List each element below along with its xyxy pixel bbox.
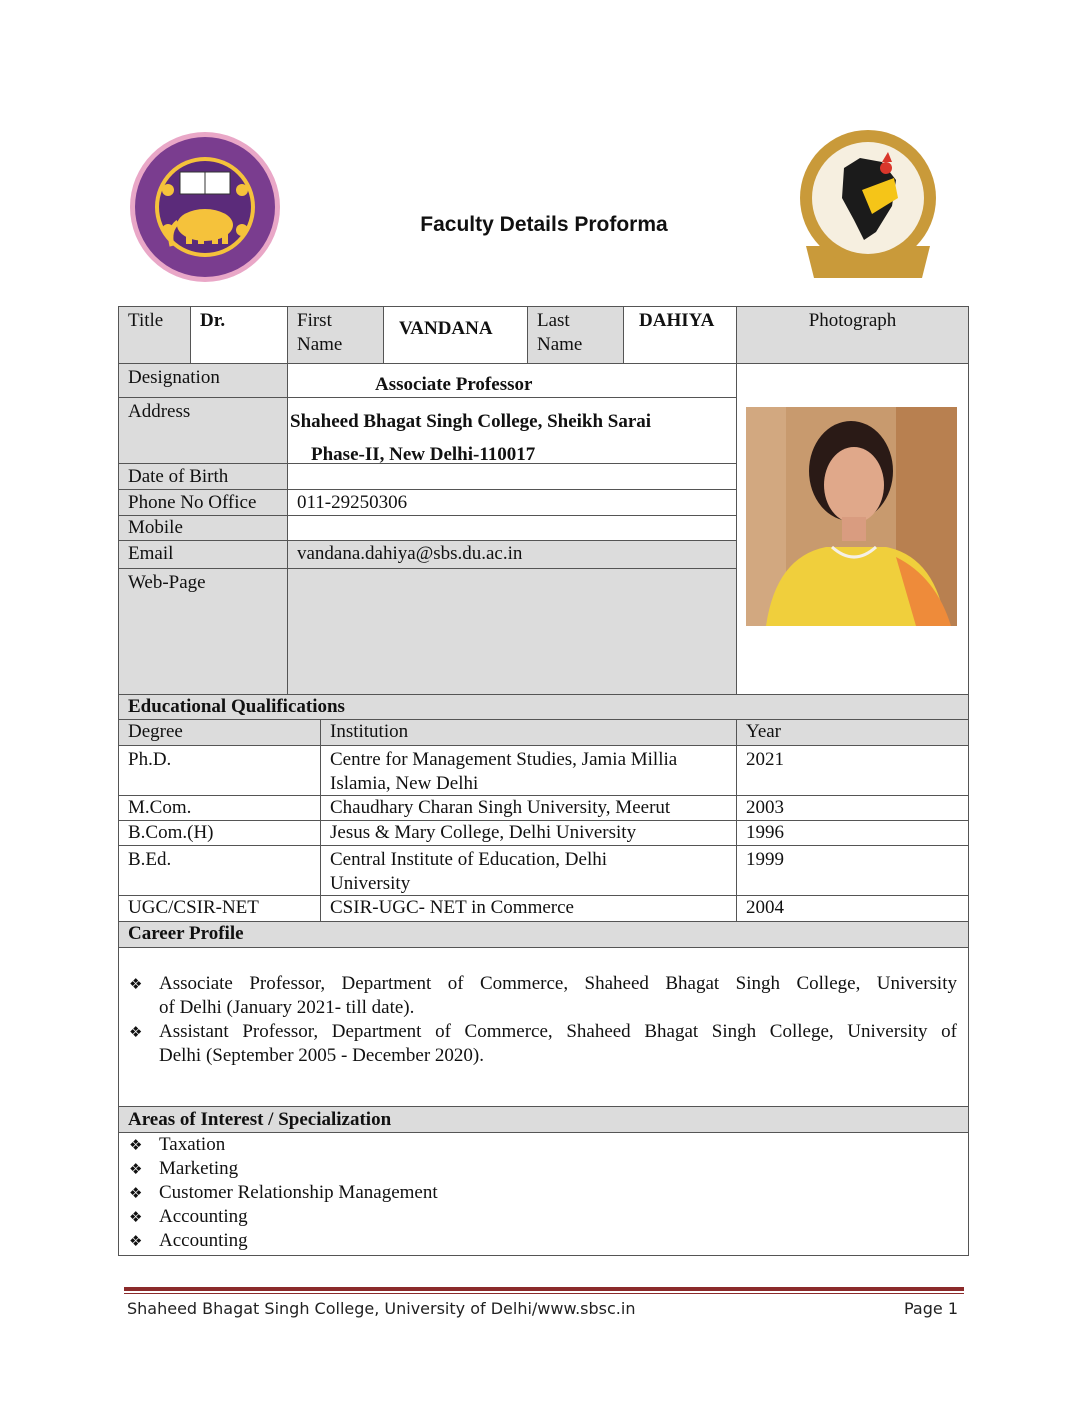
- dob-label-cell: [118, 463, 288, 490]
- institution-header-text: Institution: [330, 721, 409, 742]
- photograph-label: Photograph: [808, 310, 897, 331]
- dob-label: Date of Birth: [128, 466, 229, 487]
- career-item-line: of Delhi (January 2021- till date).: [159, 997, 415, 1018]
- bullet-icon: ❖: [129, 1184, 143, 1202]
- designation-value-cell: [287, 363, 737, 398]
- designation-label-cell: [118, 363, 288, 398]
- institution-line: Central Institute of Education, Delhi: [330, 849, 608, 870]
- table-row: [118, 820, 321, 846]
- degree-cell: UGC/CSIR-NET: [128, 897, 259, 918]
- career-item-line: Delhi (September 2005 - December 2020).: [159, 1045, 485, 1066]
- phone-value: 011-29250306: [297, 492, 408, 513]
- year-cell: [736, 845, 969, 896]
- last-name-label: Last Name: [537, 310, 583, 355]
- email-value-cell: [287, 540, 737, 569]
- table-row: [118, 845, 321, 896]
- institution-cell: [320, 745, 737, 796]
- bullet-icon: ❖: [129, 1208, 143, 1226]
- bullet-icon: ❖: [129, 1023, 143, 1041]
- interests-heading: [118, 1106, 969, 1133]
- career-body: [118, 947, 969, 1107]
- list-item: [129, 1205, 958, 1229]
- footer-rule: [124, 1287, 964, 1291]
- footer-left-text: Shaheed Bhagat Singh College, University of Delhi/www.sbsc.in: [127, 1299, 636, 1318]
- first-name-value-cell: [383, 306, 528, 364]
- phone-value-cell: [287, 489, 737, 516]
- interest-text: Accounting: [159, 1206, 248, 1227]
- sbsc-college-logo: [798, 128, 938, 284]
- address-line-1: Shaheed Bhagat Singh College, Sheikh Sarai: [290, 411, 652, 432]
- email-label-cell: [118, 540, 288, 569]
- institution-line: University: [330, 873, 411, 894]
- address-label-cell: [118, 397, 288, 464]
- list-item: [129, 972, 958, 1020]
- career-heading-text: Career Profile: [128, 923, 244, 944]
- year-value: 2003: [746, 797, 784, 818]
- year-value: 2004: [746, 897, 784, 918]
- institution-cell: [320, 845, 737, 896]
- interests-heading-text: Areas of Interest / Specialization: [128, 1109, 392, 1130]
- page-title: Faculty Details Proforma: [420, 213, 668, 236]
- institution-line: Centre for Management Studies, Jamia Millia: [330, 749, 678, 770]
- last-name-value-cell: [623, 306, 737, 364]
- title-value-cell: [190, 306, 288, 364]
- webpage-label-cell: [118, 568, 288, 695]
- first-name-label: First Name: [297, 310, 343, 355]
- list-item: [129, 1157, 958, 1181]
- degree-cell: M.Com.: [128, 797, 192, 818]
- year-value: 1999: [746, 849, 784, 870]
- webpage-label: Web-Page: [128, 572, 206, 593]
- year-cell: [736, 795, 969, 821]
- year-cell: [736, 745, 969, 796]
- institution-cell: [320, 795, 737, 821]
- degree-cell: B.Ed.: [128, 849, 172, 870]
- table-row: [118, 795, 321, 821]
- year-value: 2021: [746, 749, 784, 770]
- designation-value: Associate Professor: [375, 374, 533, 395]
- designation-label: Designation: [128, 367, 220, 388]
- degree-cell: B.Com.(H): [128, 822, 214, 843]
- address-label: Address: [128, 401, 191, 422]
- interest-text: Taxation: [159, 1134, 226, 1155]
- mobile-value-cell: [287, 515, 737, 541]
- career-item-line: Assistant Professor, Department of Commerce, Shaheed Bhagat Singh College, University of: [159, 1021, 957, 1042]
- institution-column-header: [320, 719, 737, 746]
- list-item: [129, 1133, 958, 1157]
- institution-cell: [320, 895, 737, 922]
- bullet-icon: ❖: [129, 1136, 143, 1154]
- education-heading: [118, 694, 969, 720]
- interest-text: Customer Relationship Management: [159, 1182, 438, 1203]
- list-item: [129, 1229, 958, 1253]
- year-column-header: [736, 719, 969, 746]
- interest-text: Marketing: [159, 1158, 239, 1179]
- degree-column-header: [118, 719, 321, 746]
- footer-rule-thin: [124, 1293, 964, 1294]
- title-label-cell: [118, 306, 191, 364]
- first-name-label-cell: [287, 306, 384, 364]
- institution-line: Islamia, New Delhi: [330, 773, 479, 794]
- dob-value-cell: [287, 463, 737, 490]
- bullet-icon: ❖: [129, 1160, 143, 1178]
- career-item-line: Associate Professor, Department of Commerce, Shaheed Bhagat Singh College, University: [159, 973, 957, 994]
- page-number: Page 1: [904, 1299, 958, 1318]
- interest-text: Accounting: [159, 1230, 248, 1251]
- phone-label: Phone No Office: [128, 492, 257, 513]
- email-label: Email: [128, 543, 174, 564]
- interests-body: [118, 1132, 969, 1256]
- list-item: [129, 1020, 958, 1068]
- institution-line: Jesus & Mary College, Delhi University: [330, 822, 637, 843]
- institution-cell: [320, 820, 737, 846]
- year-cell: [736, 895, 969, 922]
- degree-cell: Ph.D.: [128, 749, 172, 770]
- title-label: Title: [128, 310, 164, 331]
- address-value-cell: [287, 397, 737, 464]
- address-line-2: Phase-II, New Delhi-110017: [311, 444, 536, 465]
- faculty-photo: [746, 407, 957, 626]
- email-value: vandana.dahiya@sbs.du.ac.in: [297, 543, 523, 564]
- year-header-text: Year: [746, 721, 782, 742]
- institution-line: CSIR-UGC- NET in Commerce: [330, 897, 574, 918]
- bullet-icon: ❖: [129, 1232, 143, 1250]
- table-row: [118, 895, 321, 922]
- mobile-label: Mobile: [128, 517, 183, 538]
- last-name-value: DAHIYA: [639, 310, 715, 331]
- education-heading-text: Educational Qualifications: [128, 696, 345, 717]
- photograph-label-cell: [736, 306, 969, 364]
- webpage-value-cell: [287, 568, 737, 695]
- list-item: [129, 1181, 958, 1205]
- first-name-value: VANDANA: [399, 318, 493, 339]
- bullet-icon: ❖: [129, 975, 143, 993]
- career-heading: [118, 921, 969, 948]
- table-row: [118, 745, 321, 796]
- year-cell: [736, 820, 969, 846]
- mobile-label-cell: [118, 515, 288, 541]
- phone-label-cell: [118, 489, 288, 516]
- title-value: Dr.: [200, 310, 226, 331]
- degree-header-text: Degree: [128, 721, 183, 742]
- institution-line: Chaudhary Charan Singh University, Meerut: [330, 797, 671, 818]
- year-value: 1996: [746, 822, 784, 843]
- last-name-label-cell: [527, 306, 624, 364]
- university-of-delhi-logo: [128, 130, 282, 284]
